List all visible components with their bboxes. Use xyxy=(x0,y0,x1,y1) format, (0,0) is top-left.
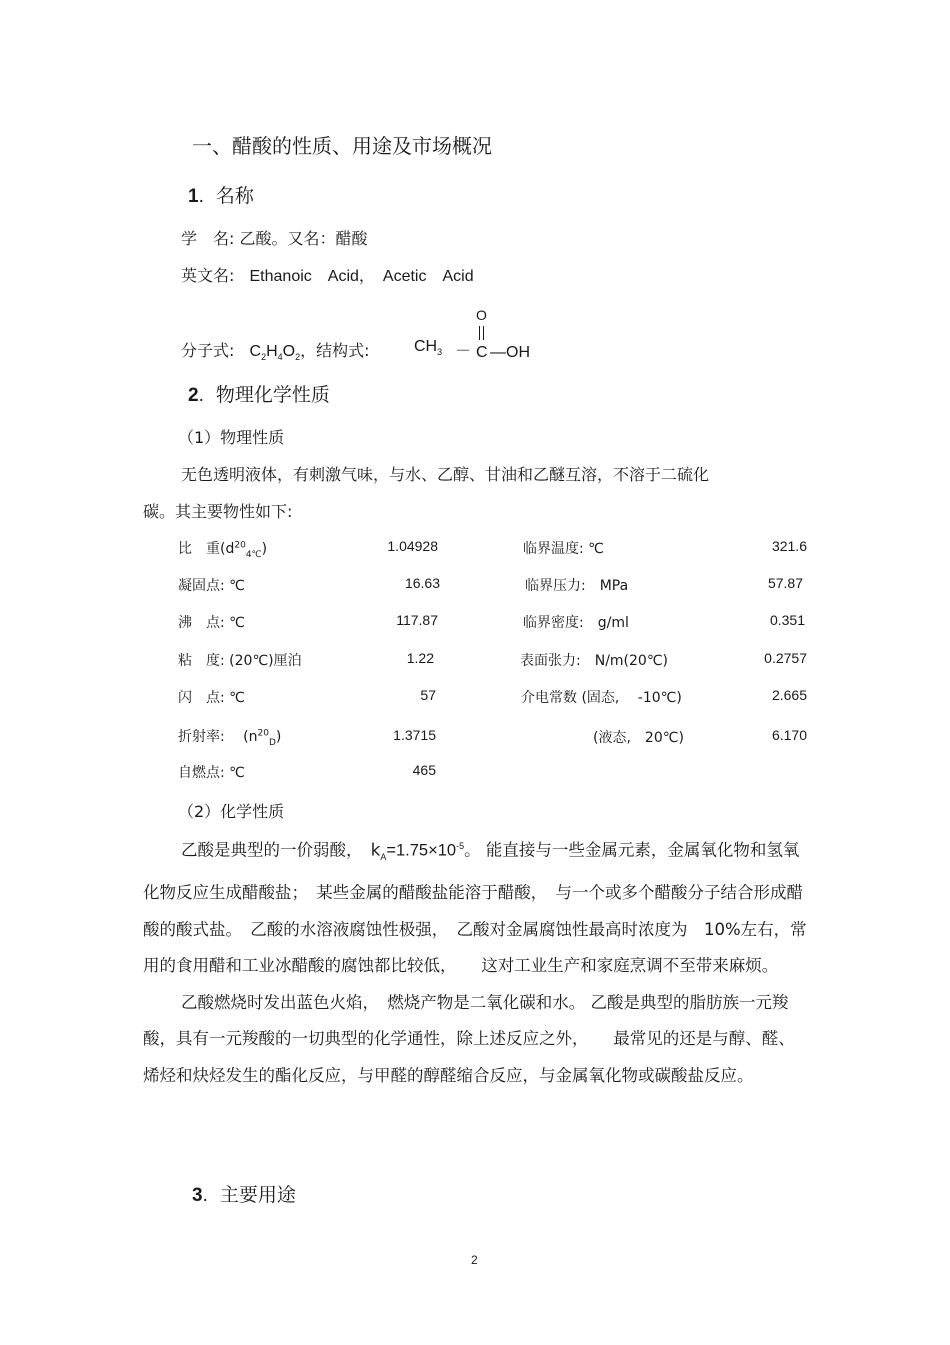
prop-label: 比 重$(d^{20}_{4℃})$ xyxy=(178,540,268,560)
prop-value: 1.04928 xyxy=(387,538,438,554)
english-name-label: 英文名: xyxy=(181,266,235,285)
prop-value: 2.665 xyxy=(771,687,807,703)
prop-label: 沸 点: ℃ xyxy=(178,615,245,631)
heading-text: 名称 xyxy=(215,185,254,207)
physical-desc-2: 碳。其主要物性如下: xyxy=(143,502,293,521)
double-bond-line-2 xyxy=(483,326,484,340)
prop-value: 0.351 xyxy=(769,612,805,628)
prop-label: 介电常数 (固态, -10℃) xyxy=(521,690,682,706)
scientific-name-label: 学 名: xyxy=(181,229,235,248)
struct-carbon: C xyxy=(476,344,488,361)
struct-bond: － xyxy=(455,343,472,360)
prop-label: 凝固点: ℃ xyxy=(178,578,245,594)
section-title: 一、醋酸的性质、用途及市场概况 xyxy=(192,134,492,158)
heading-number: 2 xyxy=(188,385,199,406)
prop-label: 闪 点: ℃ xyxy=(178,690,245,706)
prop-value: 16.63 xyxy=(404,575,440,591)
scientific-name-line xyxy=(181,226,368,249)
prop-label: 临界密度: g/ml xyxy=(523,615,629,631)
physical-desc-1: 无色透明液体，有刺激气味，与水、乙醇、甘油和乙醚互溶，不溶于二硫化 xyxy=(181,465,710,484)
heading-number: 3 xyxy=(192,1185,203,1206)
prop-value: 1.22 xyxy=(406,650,434,666)
prop-value: 321.6 xyxy=(771,538,807,554)
prop-label: 临界压力: MPa xyxy=(525,578,629,594)
heading-name: 1. 名称 xyxy=(188,185,254,207)
prop-label: 自燃点: ℃ xyxy=(178,765,245,781)
chemical-paragraphs xyxy=(143,828,808,1094)
struct-ch3: $CH_3$ xyxy=(414,338,443,358)
prop-label: 表面张力: N/m(20℃) xyxy=(520,653,669,669)
heading-physchem: 2. 物理化学性质 xyxy=(188,384,330,406)
prop-label: 临界温度: ℃ xyxy=(523,541,604,557)
prop-label: 折射率: $(n^{20}_D)$ xyxy=(178,728,282,748)
struct-hydroxyl: —OH xyxy=(490,344,530,361)
molecular-formula: $C_2H_4O_2$ xyxy=(249,343,301,363)
prop-value: 0.2757 xyxy=(764,650,807,666)
formula-line xyxy=(181,338,370,362)
english-name-value: Ethanoic Acid， Acetic Acid xyxy=(249,268,474,285)
page-number: 2 xyxy=(471,1253,478,1267)
prop-label: (液态, 20℃) xyxy=(593,730,684,746)
prop-value: 117.87 xyxy=(396,612,438,628)
prop-label: 粘 度: (20℃)厘泊 xyxy=(178,653,302,669)
physical-title: （1）物理性质 xyxy=(178,428,285,447)
prop-value: 6.170 xyxy=(771,727,807,743)
prop-value: 57 xyxy=(420,687,436,703)
double-bond-line-1 xyxy=(479,326,480,340)
struct-oxygen: O xyxy=(476,307,487,323)
prop-value: 465 xyxy=(412,762,436,778)
chemical-title: （2）化学性质 xyxy=(178,802,285,821)
chemical-paragraph-2: 乙酸燃烧时发出蓝色火焰， 燃烧产物是二氧化碳和水。 乙酸是典型的脂肪族一元羧酸，具有一元羧酸的一切典型的化学通性，除上述反应之外， 最常见的还是与醇、醛、烯烃和炔烃发生的酯化反应，与甲醛的醇醛缩合反应，与金属氧化物或碳酸盐反应。 xyxy=(143,992,795,1085)
chemical-paragraph-1: 乙酸是典型的一价弱酸， $k_A=1.75\times 10^{-5}$。 能直接与一些金属元素，金属氧化物和氢氧化物反应生成醋酸盐； 某些金属的醋酸盐能溶于醋酸， 与一个或多个醋酸分子结合形成醋酸的酸式盐。 乙酸的水溶液腐蚀性极强， 乙酸对金属腐蚀性最高时浓度为 10%左右，常用的食用醋和工业冰醋酸的腐蚀都比较低， 这对工业生产和家庭烹调不至带来麻烦。 xyxy=(143,840,807,976)
heading-uses: 3. 主要用途 xyxy=(192,1184,296,1206)
prop-value: 57.87 xyxy=(767,575,803,591)
english-name-line xyxy=(181,263,474,286)
scientific-name-value: 乙酸。又名：醋酸 xyxy=(239,229,368,248)
heading-number: 1 xyxy=(188,186,199,207)
formula-label: 分子式: xyxy=(181,341,235,360)
structural-formula-label: ，结构式: xyxy=(300,341,370,360)
prop-value: 1.3715 xyxy=(393,727,436,743)
heading-text: 物理化学性质 xyxy=(215,384,330,406)
heading-text: 主要用途 xyxy=(219,1184,296,1206)
